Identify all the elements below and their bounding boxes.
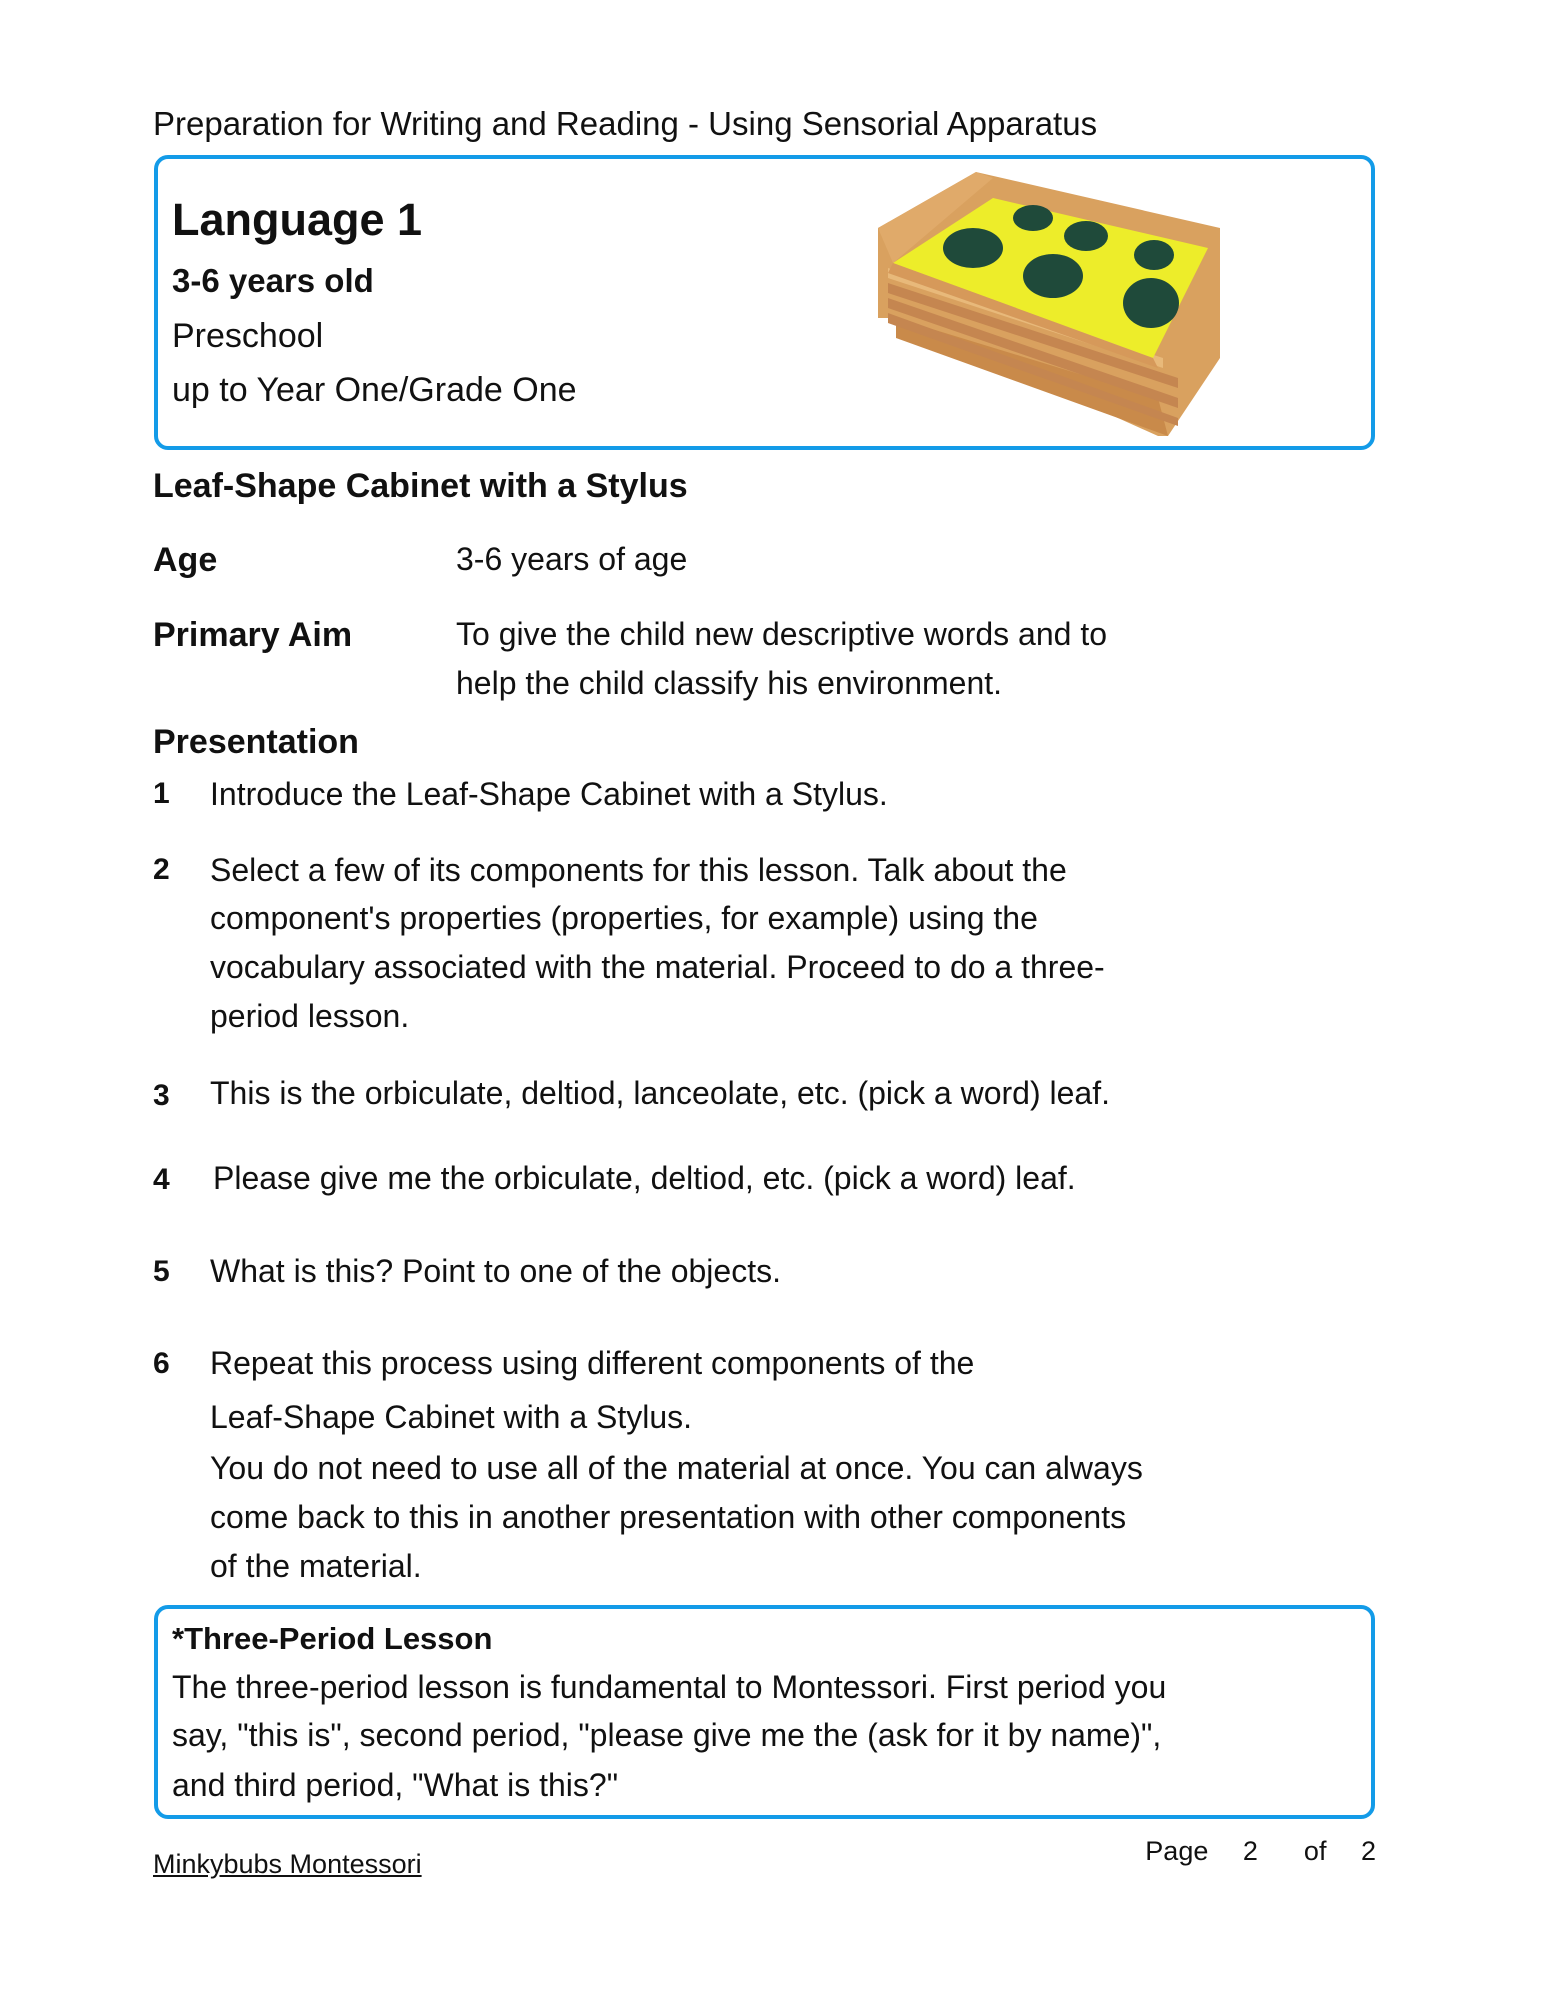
step-number: 2 <box>153 853 170 886</box>
page-number: 2 <box>1242 1836 1258 1866</box>
primary-aim-line: help the child classify his environment. <box>456 665 1003 701</box>
step-text: vocabulary associated with the material. Proceed to do a three- <box>210 949 1105 985</box>
step-number: 6 <box>153 1347 170 1380</box>
step-text: You do not need to use all of the material at once. You can always <box>210 1450 1143 1486</box>
lesson-title: Language 1 <box>172 194 423 245</box>
page-total: 2 <box>1360 1836 1376 1866</box>
primary-aim-label: Primary Aim <box>153 616 353 654</box>
step-number: 4 <box>153 1163 170 1196</box>
step-text: come back to this in another presentation with other components <box>210 1499 1127 1535</box>
material-title: Leaf-Shape Cabinet with a Stylus <box>153 467 688 505</box>
step-text: period lesson. <box>210 998 410 1034</box>
leaf-cabinet-image <box>868 168 1224 436</box>
step-text: Please give me the orbiculate, deltiod, etc. (pick a word) leaf. <box>213 1160 1076 1196</box>
page-indicator <box>1145 1835 1376 1867</box>
note-line: and third period, "What is this?" <box>172 1767 619 1803</box>
note-title: *Three-Period Lesson <box>172 1621 493 1656</box>
note-line: say, "this is", second period, "please give me the (ask for it by name)", <box>172 1717 1162 1753</box>
age-label: Age <box>153 541 218 579</box>
brand-link[interactable]: Minkybubs Montessori <box>153 1849 422 1879</box>
primary-aim-line: To give the child new descriptive words and to <box>456 616 1108 652</box>
step-number: 5 <box>153 1255 170 1288</box>
step-text: component's properties (properties, for example) using the <box>210 900 1038 936</box>
step-text: Introduce the Leaf-Shape Cabinet with a Stylus. <box>210 776 888 812</box>
step-text: Leaf-Shape Cabinet with a Stylus. <box>210 1399 693 1435</box>
step-number: 3 <box>153 1079 170 1112</box>
level-grade: up to Year One/Grade One <box>172 371 577 409</box>
level-preschool: Preschool <box>172 317 324 355</box>
note-line: The three-period lesson is fundamental to Montessori. First period you <box>172 1669 1167 1705</box>
step-text: This is the orbiculate, deltiod, lanceolate, etc. (pick a word) leaf. <box>210 1075 1110 1111</box>
of-word: of <box>1303 1836 1327 1866</box>
page-word: Page <box>1145 1836 1209 1866</box>
step-text: Select a few of its components for this lesson. Talk about the <box>210 852 1067 888</box>
step-text: What is this? Point to one of the objects. <box>210 1253 781 1289</box>
step-number: 1 <box>153 777 170 810</box>
page-header: Preparation for Writing and Reading - Using Sensorial Apparatus <box>153 105 1098 142</box>
presentation-title: Presentation <box>153 723 359 761</box>
step-text: Repeat this process using different components of the <box>210 1345 975 1381</box>
step-text: of the material. <box>210 1548 422 1584</box>
age-range: 3-6 years old <box>172 262 374 299</box>
age-value: 3-6 years of age <box>456 541 688 577</box>
